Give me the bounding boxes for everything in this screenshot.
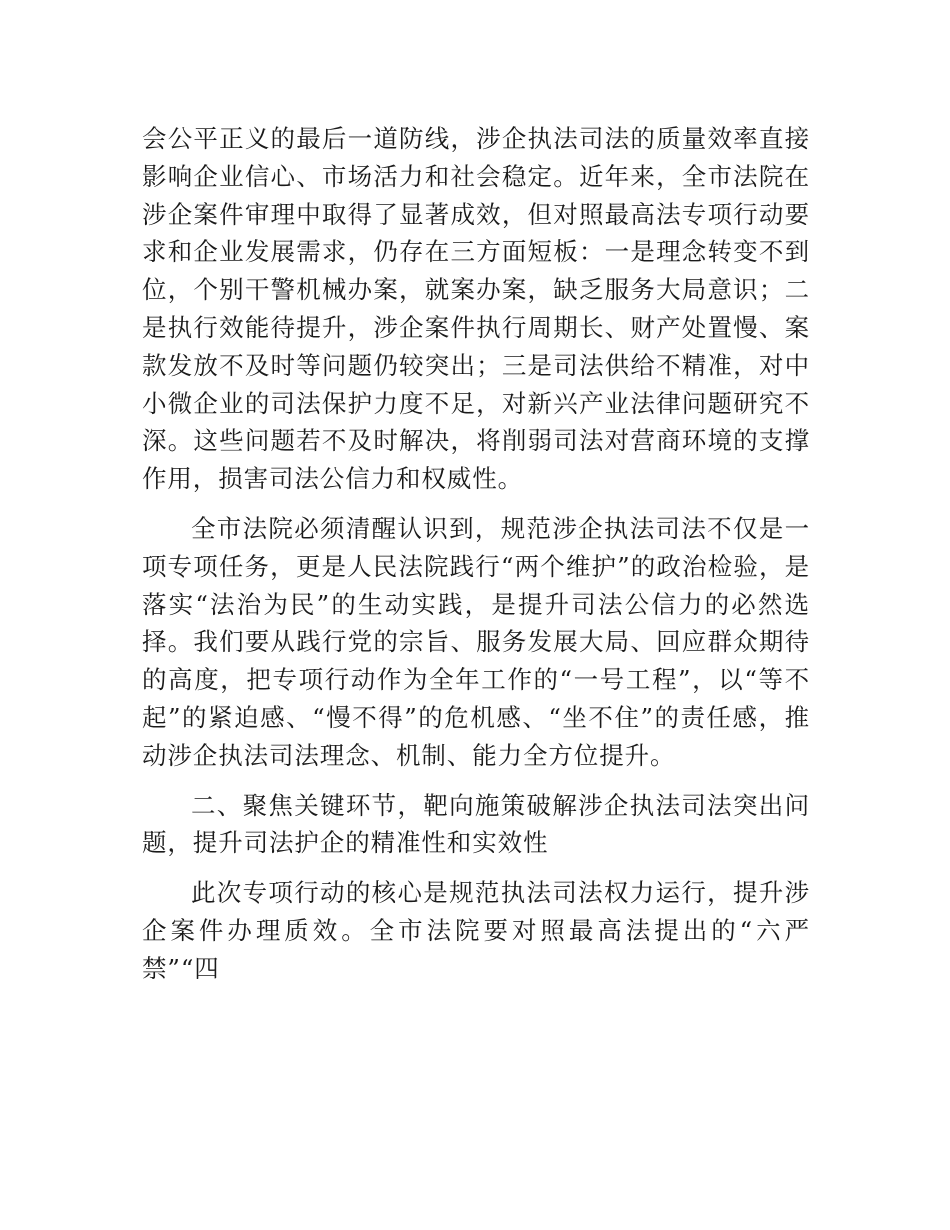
paragraph-continuation: 会公平正义的最后一道防线，涉企执法司法的质量效率直接影响企业信心、市场活力和社会稳定。近年来，全市法院在涉企案件审理中取得了显著成效，但对照最高法专项行动要求和企业发展需求，仍存在三方面短板：一是理念转变不到位，个别干警机械办案，就案办案，缺乏服务大局意识；二是执行效能待提升，涉企案件执行周期长、财产处置慢、案款发放不及时等问题仍较突出；三是司法供给不精准，对中小微企业的司法保护力度不足，对新兴产业法律问题研究不深。这些问题若不及时解决，将削弱司法对营商环境的支撑作用，损害司法公信力和权威性。 (142, 124, 810, 494)
paragraph-core-task: 此次专项行动的核心是规范执法司法权力运行，提升涉企案件办理质效。全市法院要对照最高法提出的“六严禁”“四 (142, 878, 810, 983)
paragraph-importance: 全市法院必须清醒认识到，规范涉企执法司法不仅是一项专项任务，更是人民法院践行“两个维护”的政治检验，是落实“法治为民”的生动实践，是提升司法公信力的必然选择。我们要从践行党的宗旨、服务发展大局、回应群众期待的高度，把专项行动作为全年工作的“一号工程”，以“等不起”的紧迫感、“慢不得”的危机感、“坐不住”的责任感，推动涉企执法司法理念、机制、能力全方位提升。 (142, 513, 810, 770)
document-body (142, 120, 810, 988)
section-heading-two: 二、聚焦关键环节，靶向施策破解涉企执法司法突出问题，提升司法护企的精准性和实效性 (142, 790, 810, 858)
